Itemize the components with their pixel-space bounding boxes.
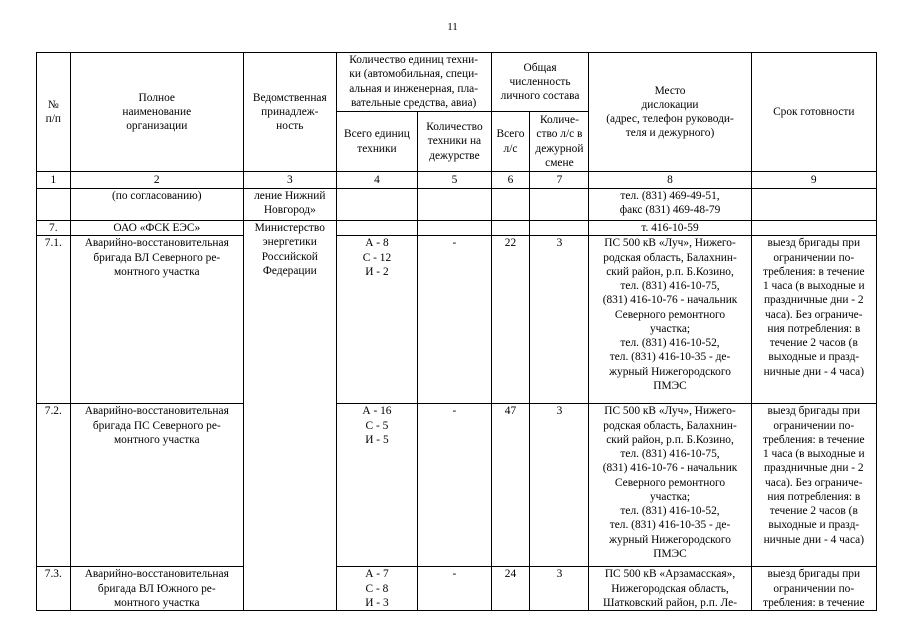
column-number: 5	[418, 172, 491, 189]
affiliation: Министерство энергетики Российской Федерации	[243, 221, 336, 611]
column-number: 6	[491, 172, 530, 189]
table-row	[37, 189, 877, 221]
column-number: 8	[589, 172, 751, 189]
column-number: 9	[751, 172, 876, 189]
equipment-duty: -	[418, 236, 491, 404]
column-number: 7	[530, 172, 589, 189]
row-number: 7.	[37, 221, 71, 236]
location: тел. (831) 469-49-51, факс (831) 469-48-79	[589, 189, 751, 221]
table-row	[37, 567, 877, 611]
column-number-row	[37, 172, 877, 189]
table-row	[37, 236, 877, 404]
header-row	[37, 53, 877, 112]
header-location: Место дислокации (адрес, телефон руководи- теля и дежурного)	[589, 53, 751, 172]
header-num: № п/п	[37, 53, 71, 172]
location: ПС 500 кВ «Луч», Нижего- родская область, Балахнин- ский район, р.п. Б.Козино, тел. (831) 416-10-75, (831) 416-10-76 - начальник Северного ремонтного участка; тел. (831) 416-10-52, тел. (831) 416-10-35 - де- журный Нижегородского ПМЭС	[589, 404, 751, 567]
org-name: (по согласованию)	[70, 189, 243, 221]
org-name: ОАО «ФСК ЕЭС»	[70, 221, 243, 236]
affiliation: ление Нижний Новгород»	[243, 189, 336, 221]
header-staff-shift: Количе- ство л/с в дежурной смене	[530, 112, 589, 172]
header-equipment-duty: Количество техники на дежурстве	[418, 112, 491, 172]
org-name: Аварийно-восстановительная бригада ВЛ Южного ре- монтного участка	[70, 567, 243, 611]
header-equipment-group: Количество единиц техни- ки (автомобильная, специ- альная и инженерная, пла- вательные средства, авиа)	[336, 53, 491, 112]
header-staff-total: Всего л/с	[491, 112, 530, 172]
staff-shift: 3	[530, 236, 589, 404]
equipment-total: А - 8 С - 12 И - 2	[336, 236, 418, 404]
equipment-total: А - 7 С - 8 И - 3	[336, 567, 418, 611]
header-readiness: Срок готовности	[751, 53, 876, 172]
equipment-total: А - 16 С - 5 И - 5	[336, 404, 418, 567]
readiness: выезд бригады при ограничении по- требления: в течение 1 часа (в выходные и праздничные дни - 2 часа). Без ограниче- ния потребления: в течение 2 часов (в выходные и празд- ничные дни - 4 часа)	[751, 236, 876, 404]
column-number: 3	[243, 172, 336, 189]
header-affiliation: Ведомственная принадлеж- ность	[243, 53, 336, 172]
header-staff-group: Общая численность личного состава	[491, 53, 589, 112]
equipment-duty: -	[418, 567, 491, 611]
table-row	[37, 221, 877, 236]
staff-shift: 3	[530, 567, 589, 611]
readiness: выезд бригады при ограничении по- требления: в течение	[751, 567, 876, 611]
column-number: 4	[336, 172, 418, 189]
header-org-name: Полное наименование организации	[70, 53, 243, 172]
staff-shift: 3	[530, 404, 589, 567]
location: т. 416-10-59	[589, 221, 751, 236]
org-name: Аварийно-восстановительная бригада ПС Северного ре- монтного участка	[70, 404, 243, 567]
staff-total: 22	[491, 236, 530, 404]
equipment-duty: -	[418, 404, 491, 567]
row-number: 7.1.	[37, 236, 71, 404]
page-number: 11	[447, 21, 458, 33]
staff-total: 47	[491, 404, 530, 567]
column-number: 2	[70, 172, 243, 189]
row-number: 7.3.	[37, 567, 71, 611]
readiness: выезд бригады при ограничении по- требления: в течение 1 часа (в выходные и праздничные дни - 2 часа). Без ограниче- ния потребления: в течение 2 часов (в выходные и празд- ничные дни - 4 часа)	[751, 404, 876, 567]
org-name: Аварийно-восстановительная бригада ВЛ Северного ре- монтного участка	[70, 236, 243, 404]
column-number: 1	[37, 172, 71, 189]
staff-total: 24	[491, 567, 530, 611]
table-row	[37, 404, 877, 567]
location: ПС 500 кВ «Арзамасская», Нижегородская область, Шатковский район, р.п. Ле-	[589, 567, 751, 611]
row-number: 7.2.	[37, 404, 71, 567]
location: ПС 500 кВ «Луч», Нижего- родская область, Балахнин- ский район, р.п. Б.Козино, тел. (831) 416-10-75, (831) 416-10-76 - начальник Северного ремонтного участка; тел. (831) 416-10-52, тел. (831) 416-10-35 - де- журный Нижегородского ПМЭС	[589, 236, 751, 404]
brigades-table	[36, 52, 877, 611]
header-equipment-total: Всего единиц техники	[336, 112, 418, 172]
